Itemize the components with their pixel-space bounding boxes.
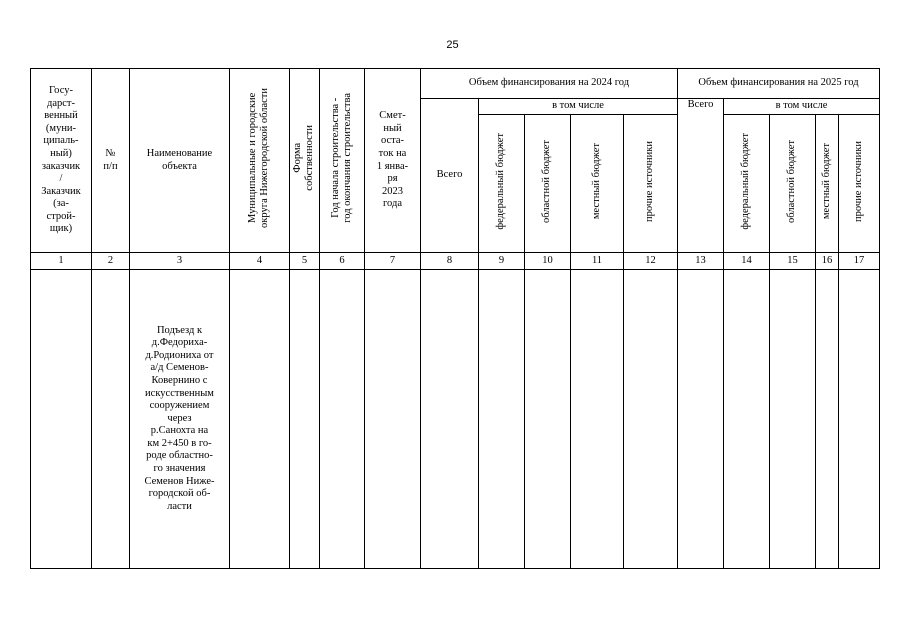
column-number: 15	[770, 253, 816, 270]
cell-local-2025	[816, 270, 839, 569]
column-number: 5	[290, 253, 320, 270]
header-customer: Госу- дарст- венный (муни- ципаль- ный) заказчик / Заказчик (за- строй- щик)	[31, 69, 92, 253]
column-number: 16	[816, 253, 839, 270]
header-federal-2024: федеральный бюджет	[479, 115, 525, 253]
page-number: 25	[446, 39, 459, 51]
header-municipal-districts: Муниципальные и городские округа Нижегородской области	[230, 69, 290, 253]
header-local-2024: местный бюджет	[571, 115, 624, 253]
financing-table	[30, 68, 880, 569]
column-number: 2	[92, 253, 130, 270]
cell-ownership	[290, 270, 320, 569]
column-number: 7	[365, 253, 421, 270]
header-including-2024: в том числе	[479, 99, 678, 115]
cell-regional-2025	[770, 270, 816, 569]
column-number: 1	[31, 253, 92, 270]
cell-regional-2024	[525, 270, 571, 569]
column-numbers-row	[31, 253, 880, 270]
header-financing-2024: Объем финансирования на 2024 год	[421, 69, 678, 99]
column-number: 12	[624, 253, 678, 270]
column-number: 10	[525, 253, 571, 270]
header-row-number: № п/п	[92, 69, 130, 253]
header-federal-2025: федеральный бюджет	[724, 115, 770, 253]
header-estimate-balance: Смет- ный оста- ток на 1 янва- ря 2023 года	[365, 69, 421, 253]
column-number: 11	[571, 253, 624, 270]
cell-row-number	[92, 270, 130, 569]
cell-local-2024	[571, 270, 624, 569]
cell-object-name: Подъезд к д.Федориха- д.Родиониха от а/д Семенов- Ковернино с искусственным сооружением через р.Санохта на км 2+450 в го- роде областно- го значения Семенов Ниже- городской об- ласти	[130, 270, 230, 569]
header-local-2025: местный бюджет	[816, 115, 839, 253]
header-object-name: Наименование объекта	[130, 69, 230, 253]
cell-other-2025	[839, 270, 880, 569]
header-ownership-form: Форма собственности	[290, 69, 320, 253]
header-other-2025: прочие источники	[839, 115, 880, 253]
column-number: 3	[130, 253, 230, 270]
table-row	[31, 270, 880, 569]
cell-years	[320, 270, 365, 569]
cell-federal-2024	[479, 270, 525, 569]
header-total-2024: Всего	[421, 99, 479, 253]
column-number: 8	[421, 253, 479, 270]
header-total-2025: Всего	[678, 99, 724, 253]
cell-municipal	[230, 270, 290, 569]
header-construction-years: Год начала строительства - год окончания строительства	[320, 69, 365, 253]
cell-total-2025	[678, 270, 724, 569]
column-number: 17	[839, 253, 880, 270]
cell-customer	[31, 270, 92, 569]
cell-estimate	[365, 270, 421, 569]
column-number: 13	[678, 253, 724, 270]
cell-other-2024	[624, 270, 678, 569]
header-regional-2025: областной бюджет	[770, 115, 816, 253]
column-number: 9	[479, 253, 525, 270]
column-number: 6	[320, 253, 365, 270]
column-number: 4	[230, 253, 290, 270]
cell-federal-2025	[724, 270, 770, 569]
header-including-2025: в том числе	[724, 99, 880, 115]
header-financing-2025: Объем финансирования на 2025 год	[678, 69, 880, 99]
header-other-2024: прочие источники	[624, 115, 678, 253]
cell-total-2024	[421, 270, 479, 569]
column-number: 14	[724, 253, 770, 270]
header-regional-2024: областной бюджет	[525, 115, 571, 253]
